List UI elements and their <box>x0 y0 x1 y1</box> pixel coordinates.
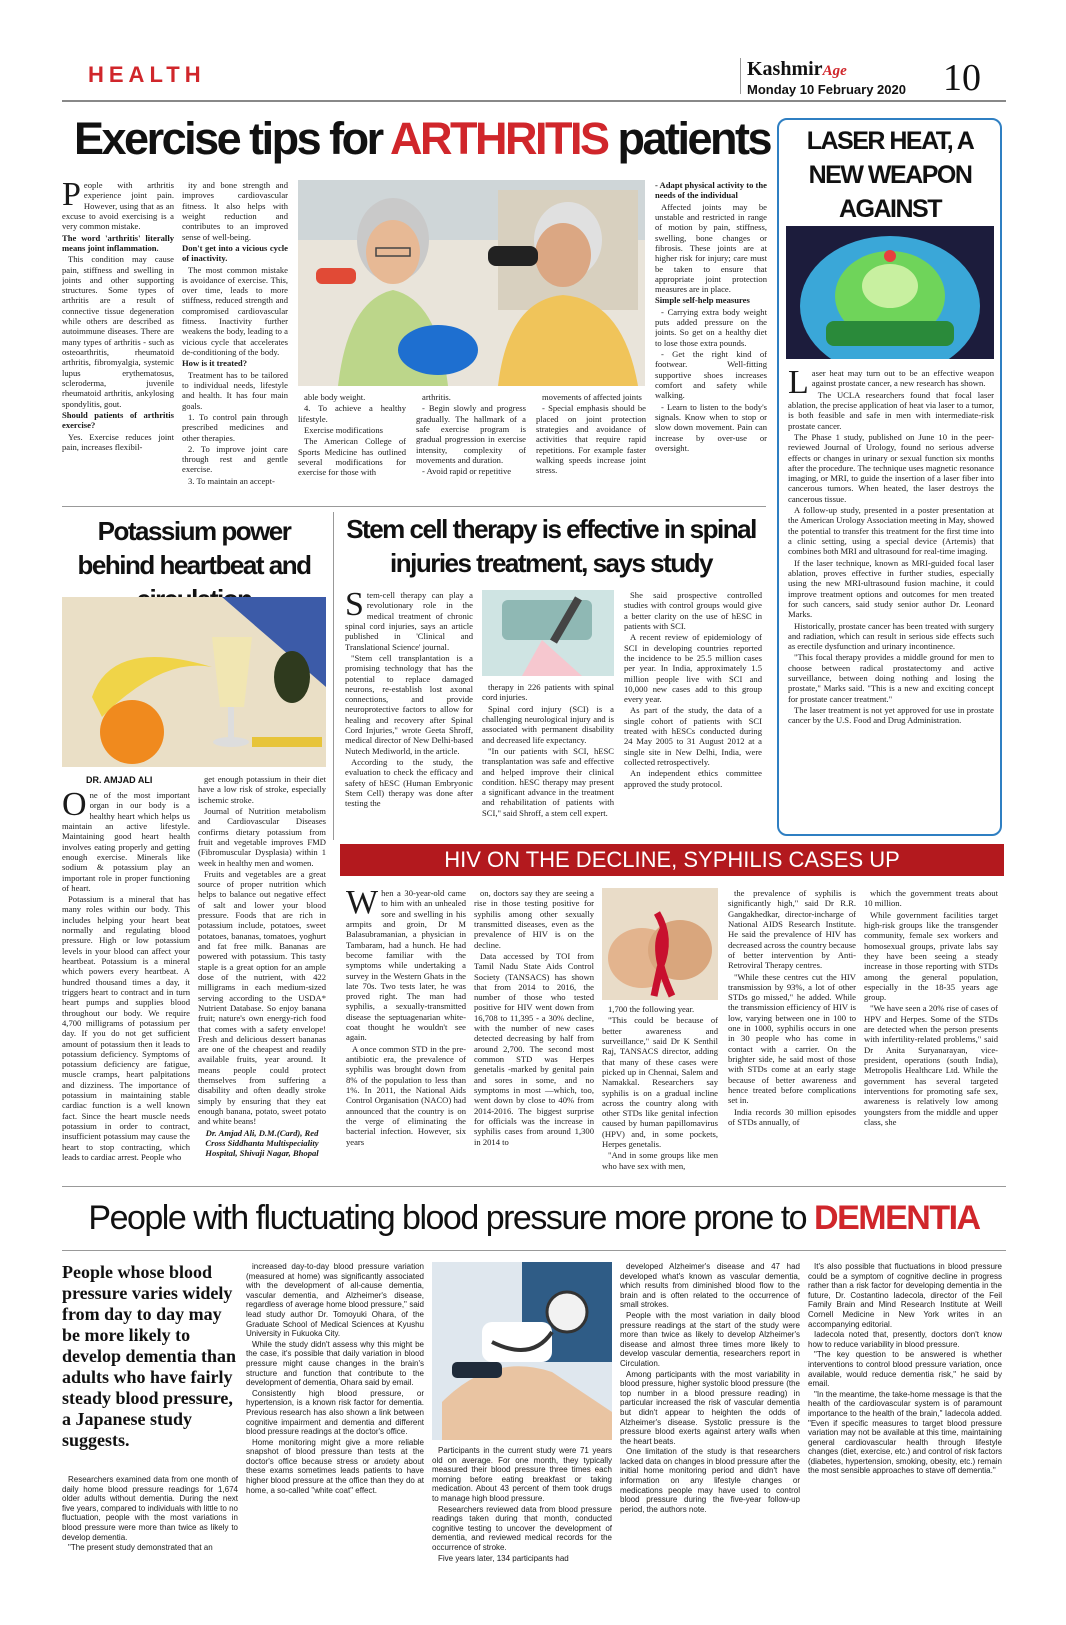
issue-date: Monday 10 February 2020 <box>747 82 906 97</box>
potassium-col-2 <box>198 774 326 1176</box>
paragraph: A recent review of epidemiology of SCI in developing countries reported the incidence to be 25.5 million cases per year. In India, approximately 1.5 million people live with SCI and 10,000 new cases add to this group every year. <box>624 632 762 705</box>
stemcell-col-3 <box>624 590 762 836</box>
paragraph: - Begin slowly and progress gradually. The hallmark of a safe exercise program is gradual progression in exercise intensity, complexity of movements and duration. <box>416 403 526 465</box>
paragraph: Exercise modifications <box>304 424 383 435</box>
paper-name-part1: Kashmir <box>747 58 823 80</box>
paragraph: Researchers examined data from one month of daily home blood pressure readings for 1,674 older adults without dementia. During the next five years, compared to individuals with little to no fluctuation, people with the most variations in blood pressure were more than twice as likely to develop dementia. <box>62 1475 238 1542</box>
paragraph: "And in some groups like men who have sex with men, <box>602 1150 718 1171</box>
paragraph: 1,700 the following year. <box>608 1004 695 1014</box>
arthritis-bottom-3 <box>536 392 646 500</box>
paragraph: Spinal cord injury (SCI) is a challenging neurological injury and is associated with permanent disability and decreased life expectancy. <box>482 703 614 745</box>
paragraph: Affected joints may be unstable and restricted in range of motion by pain, stiffness, swelling, bone changes or fibrosis. These joints are at higher risk for injury; care must be taken to ensure that appropriate joint protection measures are in place. <box>655 201 767 295</box>
rule-mid-1 <box>62 506 766 507</box>
paragraph: The laser treatment is not yet approved for use in prostate cancer by the U.S. Food and Drug Administration. <box>788 705 994 726</box>
paragraph <box>62 180 174 232</box>
paragraph: increased day-to-day blood pressure variation (measured at home) was significantly associated with the development of all-cause dementia, vascular dementia, and Alzheimer's disease, regardless of average home blood pressure," said lead study author Dr. Tomoyuki Ohara, of the Graduate School of Medical Sciences at Kyushu University in Fukuoka City. <box>246 1262 424 1339</box>
paragraph: "This could be because of better awareness and surveillance," said Dr K Senthil Raj, TANSACS director, adding that many of these cases were picked up in Chennai, Salem and Namakkal. Researchers say syphilis is on a gradual incline across the country along with other STDs like genital infection caused by human papillomavirus (HPV) and, in some pockets, Herpes genetalis. <box>602 1015 718 1150</box>
paragraph: get enough potassium in their diet have a low risk of stroke, especially ischemic stroke. <box>198 774 326 805</box>
paragraph <box>345 590 473 652</box>
paragraph: 2. To improve joint care through rest and gentle exercise. <box>182 443 288 475</box>
drop-cap-text: eople with arthritis experience joint pain. However, using that as an excuse to avoid exercising is a very common mistake. <box>62 180 174 232</box>
masthead-divider <box>740 58 741 94</box>
paragraph: "We have seen a 20% rise of cases of HPV and Herpes. Some of the STDs are detected when the person presents with infertility-related problems," said Dr Anita Suryanarayan, vice-president, operations (south India), Metropolis Healthcare Ltd. While the government has several targeted interventions for promoting safe sex, awareness is relatively low among youngsters from the middle and upper class, she <box>864 1003 998 1127</box>
dementia-title-b: DEMENTIA <box>814 1199 980 1237</box>
author-credit: Dr. Amjad Ali, D.M.(Card), Red Cross Siddhanta Multispeciality Hospital, Shivaji Nagar, Bhopal <box>205 1127 319 1159</box>
paragraph: 4. To achieve a healthy lifestyle. <box>298 403 406 424</box>
stemcell-col-1 <box>345 590 473 836</box>
drop-cap-text: hen a 30-year-old came to him with an unhealed sore and swelling in his armpits and groin, Dr M Balasubramanian, a physician in Tambaram, had a hunch. He had become familiar with the symptoms while undertaking a survey in the Western Ghats in the late 70s. Two tests later, he was proved right. The man had syphilis, a sexually-transmitted disease the septuagenarian white-coat thought he wouldn't see again. <box>346 888 466 1043</box>
arthritis-photo <box>298 180 645 386</box>
potassium-headline: Potassium power behind heartbeat and <box>77 516 311 580</box>
page-number: 10 <box>943 57 981 99</box>
paragraph: Potassium is a mineral that has many roles within our body. This includes helping your heart beat normally and regulating blood pressure. High or low potassium levels in your blood can affect your heartbeat. Potassium is a mineral which powers every heartbeat. A hundred thousand times a day, it triggers heart to contract and in turn heart pumps and supplies blood throughout our body. We require 4,700 milligrams of potassium per day. If you do not get sufficient amount of potassium then it leads to potassium deficiency. Symptoms of potassium deficiency are fatigue, muscle cramps, heart palpitations and dizziness. The importance of potassium in maintaining stable cardiac function is a well known fact. Since the heart muscle needs potassium in order to contract, insufficient potassium may cause the heart to stop contracting, which leads to cardiac arrest. People who <box>62 894 190 1162</box>
paragraph: According to the study, the evaluation to check the efficacy and safety of hESC (Human Embryonic Stem Cell) therapy was done after testing the <box>345 757 473 809</box>
paragraph: ity and bone strength and improves cardiovascular fitness. It also helps with weight reduction and contributes to an improved sense of well-being. <box>182 180 288 242</box>
paragraph: An independent ethics committee approved the study protocol. <box>624 768 762 789</box>
dementia-title-a: People with fluctuating blood pressure more prone to <box>88 1199 815 1237</box>
paragraph: - Special emphasis should be placed on joint protection strategies and avoidance of activities that require rapid repetitions. For example faster walking speeds increase joint stress. <box>536 403 646 476</box>
dementia-col-1 <box>62 1475 238 1595</box>
hiv-photo <box>602 888 718 1000</box>
arthritis-headline <box>74 114 770 164</box>
stemcell-col-2 <box>482 682 614 836</box>
hiv-col-5 <box>864 888 998 1174</box>
paragraph: One limitation of the study is that researchers lacked data on changes in blood pressure after the initial home monitoring period and didn't have information on any lifestyle changes or medications people may have used to control blood pressure during the five-year follow-up period, the authors note. <box>620 1447 800 1514</box>
arthritis-title-a: Exercise tips for <box>74 113 390 164</box>
arthritis-title-b: ARTHRITIS <box>390 113 608 164</box>
paragraph: Fruits and vegetables are a great source of proper nutrition which helps to balance out negative effect of salt and lower your blood pressure. Foods that are rich in potassium include, potatoes, sweet potatoes, bananas, tomatoes, yoghurt and fat free milk. Bananas are powered with potassium. This tasty staple is a great option for an ample dose of the nutrient, with 422 milligrams in each medium-sized serving according to the USDA* Nutrient Database. So enjoy banana fruit; nature's own energy-rich food that comes with a safety envelope! Fresh and delicious dessert bananas are one of the cheapest and readily available fruits, year around. It means people could protect themselves from suffering a disability and often deadly stroke simply by ensuring that they eat enough banana, potato, sweet potato and white beans! <box>198 868 326 1127</box>
paragraph: As part of the study, the data of a single cohort of patients with SCI treated with hESCs conducted during 24 May 2005 to 31 August 2012 at a single site in New Delhi, India, were collected retrospectively. <box>624 705 762 767</box>
paragraph: - Learn to listen to the body's signals. Know when to stop or slow down movement. Pain can increase by over-use or oversight. <box>655 401 767 453</box>
paragraph <box>346 888 466 1043</box>
drop-cap-text: aser heat may turn out to be an effective weapon against prostate cancer, a new research has shown. <box>811 368 994 389</box>
paragraph: People with the most variation in daily blood pressure readings at the start of the study were more than twice as likely to develop Alzheimer's disease and almost three times more likely to develop vascular dementia, researchers report in Circulation. <box>620 1310 800 1368</box>
arthritis-bottom-2 <box>416 392 526 500</box>
paragraph: While the study didn't assess why this might be the case, it's possible that daily variation in blood pressure might cause changes in the brain's structure and function that contribute to the development of dementia, Ohara said by email. <box>246 1339 424 1388</box>
hiv-col-4 <box>728 888 856 1174</box>
subheading: Simple self-help measures <box>655 295 750 306</box>
paragraph: The most common mistake is avoidance of exercise. This, over time, leads to more stiffness, reduced strength and compromised cardiovascular fitness. Inactivity further weakens the body, leading to a vicious cycle that accelerates de-conditioning of the body. <box>182 264 288 357</box>
paragraph: It's also possible that fluctuations in blood pressure could be a symptom of cognitive decline in progress rather than a risk factor for developing dementia in the future, Dr. Costantino Iadecola, director of the Feil Family Brain and Mind Research Institute at Weill Cornell Medicine in New York writes in an accompanying editorial. <box>808 1262 1002 1329</box>
paragraph: Home monitoring might give a more reliable snapshot of blood pressure than tests at the doctor's office because stress or anxiety about these exams sometimes leads patients to have higher blood pressure at the office than they do at home, a so-called "white coat" effect. <box>246 1437 424 1495</box>
subheading: How is it treated? <box>182 358 247 369</box>
paper-name <box>747 58 847 81</box>
dementia-col-5 <box>808 1262 1002 1602</box>
drop-cap: L <box>788 368 809 401</box>
paragraph: "This focal therapy provides a middle ground for men to choose between radical prostatectomy and active surveillance, between doing nothing and losing the prostate," Marks said. "This is a new and exciting concept for prostate cancer treatment." <box>788 652 994 704</box>
paragraph: therapy in 226 patients with spinal cord injuries. <box>482 682 614 703</box>
paragraph: - Avoid rapid or repetitive <box>422 466 512 477</box>
subheading: - Adapt physical activity to the needs of the individual <box>655 180 767 201</box>
paragraph: Researchers reviewed data from blood pressure readings taken during that month, conducted cognitive testing to uncover the development of dementia, and reviewed medical records for the occurrence of stroke. <box>432 1504 612 1552</box>
paragraph: If the laser technique, known as MRI-guided focal laser ablation, proves effective in further studies, especially using the new MRI-ultrasound fusion machine, it could improve treatment options and outcomes for men treated for such cancers, said study senior author Dr. Leonard Marks. <box>788 557 994 620</box>
laser-photo <box>786 226 994 359</box>
dementia-col-4 <box>620 1262 800 1602</box>
subheading: Should patients of arthritis exercise? <box>62 409 174 431</box>
hiv-col-1 <box>346 888 466 1174</box>
dementia-lede: People whose blood pressure varies widely from day to day may be more likely to develop dementia than adults who have fairly steady blood pressure, a Japanese study suggests. <box>62 1262 237 1450</box>
dementia-photo <box>432 1262 612 1440</box>
paragraph: The UCLA researchers found that focal laser ablation, the precise application of heat via laser to a tumor, is both feasible and safe in men with intermediate-risk prostate cancer. <box>788 389 994 431</box>
paragraph: Iadecola noted that, presently, doctors don't know how to reduce variability in blood pressure. <box>808 1330 1002 1349</box>
paragraph <box>788 368 994 401</box>
potassium-byline: DR. AMJAD ALI <box>86 775 153 785</box>
masthead-rule <box>62 100 1006 102</box>
paper-name-part2: Age <box>822 63 847 79</box>
arthritis-col-2 <box>182 180 288 500</box>
paragraph: - Carrying extra body weight puts added pressure on the joints. So get on a healthy diet to lose those extra pounds. <box>655 306 767 348</box>
hiv-col-3 <box>602 1004 718 1174</box>
paragraph: - Get the right kind of footwear. Well-fitting supportive shoes increases comfort and safety while walking. <box>655 349 767 401</box>
drop-cap-text: ne of the most important organ in our body is a healthy heart which helps us maintain an active lifestyle. Maintaining good heart health involves eating properly and getting enough exercise. Minerals like sodium & potassium play an important role in proper functioning of heart. <box>62 790 190 893</box>
paragraph: Historically, prostate cancer has been treated with surgery and radiation, which can result in serious side effects such as erectile dysfunction and urinary incontinence. <box>788 620 994 652</box>
paragraph: A follow-up study, presented in a poster presentation at the American Urology Association meeting in May, showed the potential to transfer this treatment for the first time into a clinic setting, using a special device (Artemis) that combines both MRI and ultrasound for real-time imaging. <box>788 505 994 557</box>
drop-cap-text: tem-cell therapy can play a revolutionary role in the medical treatment of chronic spinal cord injuries, says an article published in 'Clinical and Translational Science' journal. <box>345 590 473 652</box>
arthritis-col-4 <box>655 180 767 500</box>
laser-body <box>788 368 994 830</box>
paragraph: Five years later, 134 participants had <box>438 1553 569 1563</box>
paragraph: The American College of Sports Medicine has outlined several modifications for exercise for those with <box>298 436 406 478</box>
paragraph: While government facilities target high-risk groups like the transgender community, female sex workers and homosexual groups, private labs say they have been seeing a steady increase in those reporting with STDs among the general population, especially in the 18-35 years age group. <box>864 909 998 1003</box>
paragraph: on, doctors say they are seeing a rise in those testing positive for syphilis among other sexually transmitted diseases, even as the prevalence of HIV is on the decline. <box>474 888 594 950</box>
drop-cap: S <box>345 590 364 623</box>
paragraph: A once common STD in the pre-antibiotic era, the prevalence of syphilis was brought down from 8% of the population to less than 1%. In 2011, the National Aids Control Organisation (NACO) had announced that the country is on the verge of eliminating the bacterial infection. However, six years <box>346 1043 466 1147</box>
paragraph: which the government treats about 10 million. <box>864 888 998 909</box>
paragraph: 3. To maintain an accept- <box>188 475 275 486</box>
paragraph: This condition may cause pain, stiffness and swelling in joints and other supporting structures. Some types of arthritis are a result of connective tissue degeneration while others are described as autoimmune diseases. There are many types of arthritis - such as osteoarthritis, rheumatoid arthritis, fibromyalgia, systemic lupus erythematosus, scleroderma, juvenile rheumatoid arthritis, ankylosing spondylitis, gout. <box>62 254 174 409</box>
paragraph: Treatment has to be tailored to individual needs, lifestyle and health. It has four main goals. <box>182 369 288 411</box>
hiv-headline: HIV ON THE DECLINE, SYPHILIS CASES UP <box>340 844 1004 876</box>
dementia-col-3 <box>432 1446 612 1602</box>
potassium-photo <box>62 597 326 767</box>
hiv-col-2 <box>474 888 594 1174</box>
arthritis-title-c: patients <box>607 113 771 164</box>
paragraph: "In the meantime, the take-home message is that the health of the cardiovascular system is of paramount importance to the health of the brain," Iadecola added. "Even if specific measures to target blood pressure variation may not be available at this time, maintaining general cardiovascular health through lifestyle changes (diet, exercise, etc.) and control of risk factors (diabetes, hypertension, smoking, obesity, etc.) remain the most sensible approaches to stave off dementia." <box>808 1389 1002 1476</box>
paragraph: Yes. Exercise reduces joint pain, increases flexibil- <box>62 431 174 452</box>
paragraph: "In our patients with SCI, hESC transplantation was safe and effective and helped improve their clinical condition. hESC therapy may present a significant advance in the treatment and rehabilitation of patients with SCI," said Shroff, a stem cell expert. <box>482 745 614 818</box>
paragraph: She said prospective controlled studies with control groups would give a better clarity on the use of hESC in patients with SCI. <box>624 590 762 631</box>
paragraph: "The key question to be answered is whether interventions to control blood pressure variation, once available, would reduce dementia risk," he said by email. <box>808 1350 1002 1389</box>
rule-dementia <box>62 1250 1006 1251</box>
paragraph: able body weight. <box>304 392 366 402</box>
paragraph: Journal of Nutrition metabolism and Cardiovascular Diseases confirms dietary potassium from fruit and vegetable improves FMD (Fibromuscular Dysplasia) within 1 week in healthy men and women. <box>198 805 326 868</box>
paragraph: India records 30 million episodes of STDs annually, of <box>728 1106 856 1127</box>
potassium-col-1 <box>62 790 190 1176</box>
paragraph: 1. To control pain through prescribed medicines and other therapies. <box>182 411 288 443</box>
paragraph: Participants in the current study were 71 years old on average. For one month, they typically measured their blood pressure three times each morning before eating breakfast or taking medication. About 43 percent of them took drugs to manage high blood pressure. <box>432 1446 612 1503</box>
paragraph: developed Alzheimer's disease and 47 had developed what's known as vascular dementia, which results from diminished blood flow to the brain and is often related to the occurrence of small strokes. <box>620 1262 800 1310</box>
dementia-headline <box>62 1196 1006 1240</box>
paragraph: "While these centres cut the HIV transmission by 93%, a lot of other STDs go missed," he added. While the transmission efficiency of HIV is low, varying between one in 100 to one in 1000, syphilis occurs in one in 30 people who has come in contact with a carrier. On the brighter side, he said most of those with STDs come at an early stage because of better awareness and hence treated before complications set in. <box>728 971 856 1106</box>
arthritis-col-1 <box>62 180 174 500</box>
paragraph: The Phase 1 study, published on June 10 in the peer-reviewed Journal of Urology, found no serious adverse effects or changes in urinary or sexual function six months after the procedure. The technique uses magnetic resonance imaging, or MRI, to guide the insertion of a laser fiber into cancerous tumors. When heated, the laser destroys the cancerous tissue. <box>788 431 994 504</box>
drop-cap: O <box>62 790 87 823</box>
drop-cap: W <box>346 888 379 921</box>
paragraph: Among participants with the most variability in blood pressure, higher systolic blood pressure (the top number in a blood pressure reading) in particular increased the risk of vascular dementia but didn't appear to heighten the odds of Alzheimer's disease. Systolic pressure is the pressure blood exerts against artery walls when the heart beats. <box>620 1369 800 1446</box>
paragraph: Data accessed by TOI from Tamil Nadu State Aids Control Society (TANSACS) has shown that from 2014 to 2016, the number of those who tested positive for HIV went down from 16,708 to 11,395 - a 30% decline, with the number of new cases detected decreasing by half from around 2,700. The second most common STD was Herpes genetalis -marked by genital pain and sores in some, and no symptoms in most —which, too, went down by close to 40% from 2014-2016. The biggest surprise for officials was the increase in syphilis cases from around 1,300 in 2014 to <box>474 950 594 1147</box>
paragraph: The word 'arthritis' literally means joint inflammation. <box>62 232 174 253</box>
stemcell-headline: Stem cell therapy is effective in spinal injuries treatment, says study <box>346 514 756 578</box>
arthritis-bottom-1 <box>298 392 406 500</box>
stemcell-photo <box>482 590 614 676</box>
paragraph: "The present study demonstrated that an <box>68 1543 213 1553</box>
paragraph: "Stem cell transplantation is a promising technology that has the potential to replace damaged neurons, re-establish lost axonal connections, and provide neuroprotective factors to allow for healing and recovery after Spinal Cord Injuries," wrote Geeta Shroff, medical director of New Delhi-based Nutech Mediworld, in the article. <box>345 652 473 756</box>
subheading: Don't get into a vicious cycle of inactivity. <box>182 242 288 264</box>
paragraph: the prevalence of syphilis is significantly high," said Dr R.R. Gangakhedkar, director-incharge of National AIDS Research Institute. He said the prevalence of HIV has decreased across the country because of better intervention by Anti-Retroviral Therapy centres. <box>728 888 856 971</box>
laser-headline: LASER HEAT, A NEW WEAPON AGAINST <box>806 127 974 223</box>
section-label: HEALTH <box>88 62 206 87</box>
rule-mid-2 <box>62 1186 1006 1187</box>
drop-cap: P <box>62 180 81 213</box>
paragraph: Consistently high blood pressure, or hypertension, is a known risk factor for dementia. Previous research has also shown a link between cognitive impairment and dementia and different blood pressure readings at the doctor's office. <box>246 1388 424 1437</box>
paragraph <box>62 790 190 893</box>
paragraph: arthritis. <box>422 392 451 402</box>
dementia-col-2 <box>246 1262 424 1602</box>
rule-vertical-1 <box>333 512 334 840</box>
paragraph: movements of affected joints <box>542 392 642 402</box>
